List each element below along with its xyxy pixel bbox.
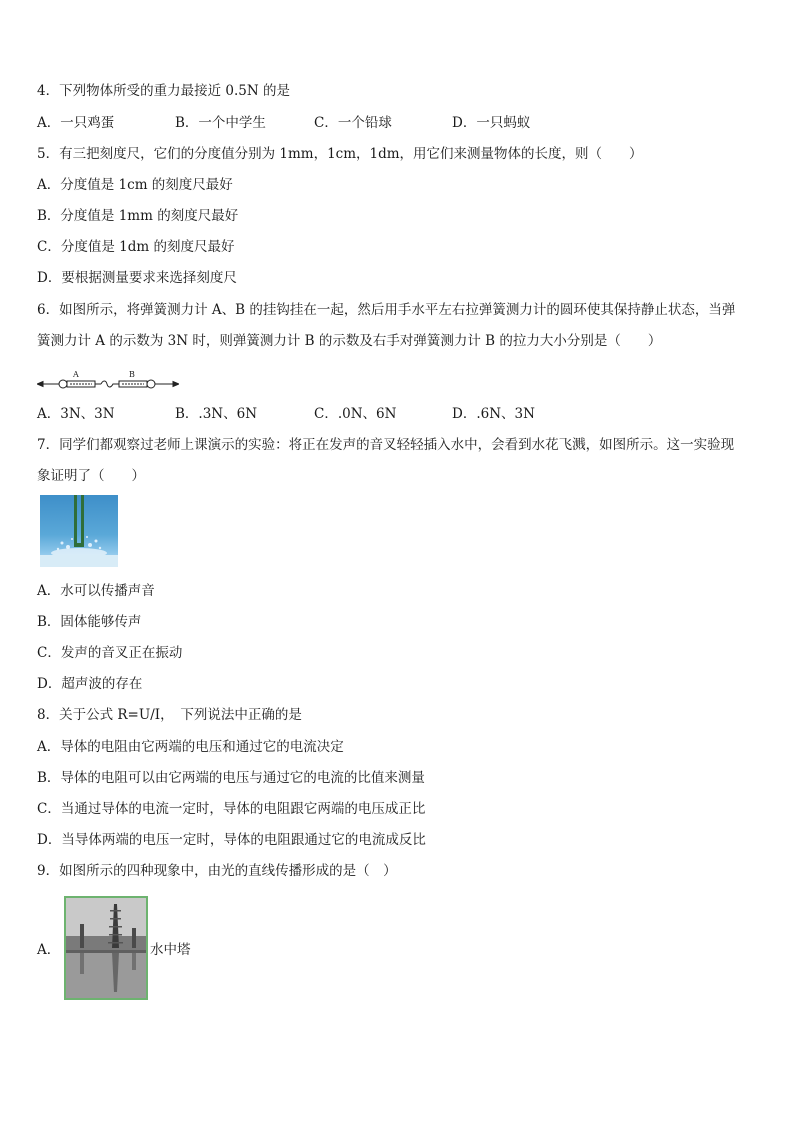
q6-option-b: B．.3N、6N (175, 406, 258, 422)
q8-option-a: A．导体的电阻由它两端的电压和通过它的电流决定 (37, 739, 344, 755)
q7-option-b: B．固体能够传声 (37, 614, 142, 630)
pagoda-reflection-image (64, 896, 148, 1000)
q5-option-a: A．分度值是 1cm 的刻度尺最好 (37, 177, 233, 193)
q9-option-a-caption: 水中塔 (150, 942, 191, 958)
q4-option-a: A．一只鸡蛋 (37, 115, 115, 131)
q7-stem-line2: 象证明了（ ） (37, 468, 145, 484)
q7-stem-line1: 7．同学们都观察过老师上课演示的实验：将正在发声的音叉轻轻插入水中，会看到水花飞溅，如图所示。这一实验现 (37, 437, 735, 453)
q6-option-c: C．.0N、6N (314, 406, 397, 422)
q5-option-d: D．要根据测量要求来选择刻度尺 (37, 270, 237, 286)
q4-stem: 4．下列物体所受的重力最接近 0.5N 的是 (37, 83, 290, 99)
q4-option-d: D．一只蚂蚁 (452, 115, 531, 131)
tuning-fork-water-image (40, 495, 118, 567)
q8-option-b: B．导体的电阻可以由它两端的电压与通过它的电流的比值来测量 (37, 770, 425, 786)
q7-option-c: C．发声的音叉正在振动 (37, 645, 183, 661)
q6-option-a: A．3N、3N (37, 406, 115, 422)
spring-scale-figure (37, 368, 179, 394)
q6-stem-line1: 6．如图所示，将弹簧测力计 A、B 的挂钩挂在一起，然后用手水平左右拉弹簧测力计的圆环使其保持静止状态，当弹 (37, 302, 736, 318)
q7-option-a: A．水可以传播声音 (37, 583, 155, 599)
q9-option-a-letter: A． (37, 942, 61, 958)
q5-option-c: C．分度值是 1dm 的刻度尺最好 (37, 239, 235, 255)
q5-stem: 5．有三把刻度尺，它们的分度值分别为 1mm，1cm，1dm，用它们来测量物体的长度，则（ ） (37, 146, 643, 162)
q7-option-d: D．超声波的存在 (37, 676, 143, 692)
q8-option-d: D．当导体两端的电压一定时，导体的电阻跟通过它的电流成反比 (37, 832, 426, 848)
spring-label-a: A (73, 370, 79, 379)
q6-stem-line2: 簧测力计 A 的示数为 3N 时，则弹簧测力计 B 的示数及右手对弹簧测力计 B 的拉力大小分别是（ ） (37, 333, 662, 349)
q4-option-c: C．一个铅球 (314, 115, 392, 131)
q6-option-d: D．.6N、3N (452, 406, 535, 422)
q9-stem: 9．如图所示的四种现象中，由光的直线传播形成的是（ ） (37, 863, 397, 879)
q5-option-b: B．分度值是 1mm 的刻度尺最好 (37, 208, 239, 224)
q8-stem: 8．关于公式 R=U/I， 下列说法中正确的是 (37, 707, 302, 723)
q4-option-b: B．一个中学生 (175, 115, 266, 131)
q8-option-c: C．当通过导体的电流一定时，导体的电阻跟它两端的电压成正比 (37, 801, 426, 817)
spring-label-b: B (129, 370, 135, 379)
